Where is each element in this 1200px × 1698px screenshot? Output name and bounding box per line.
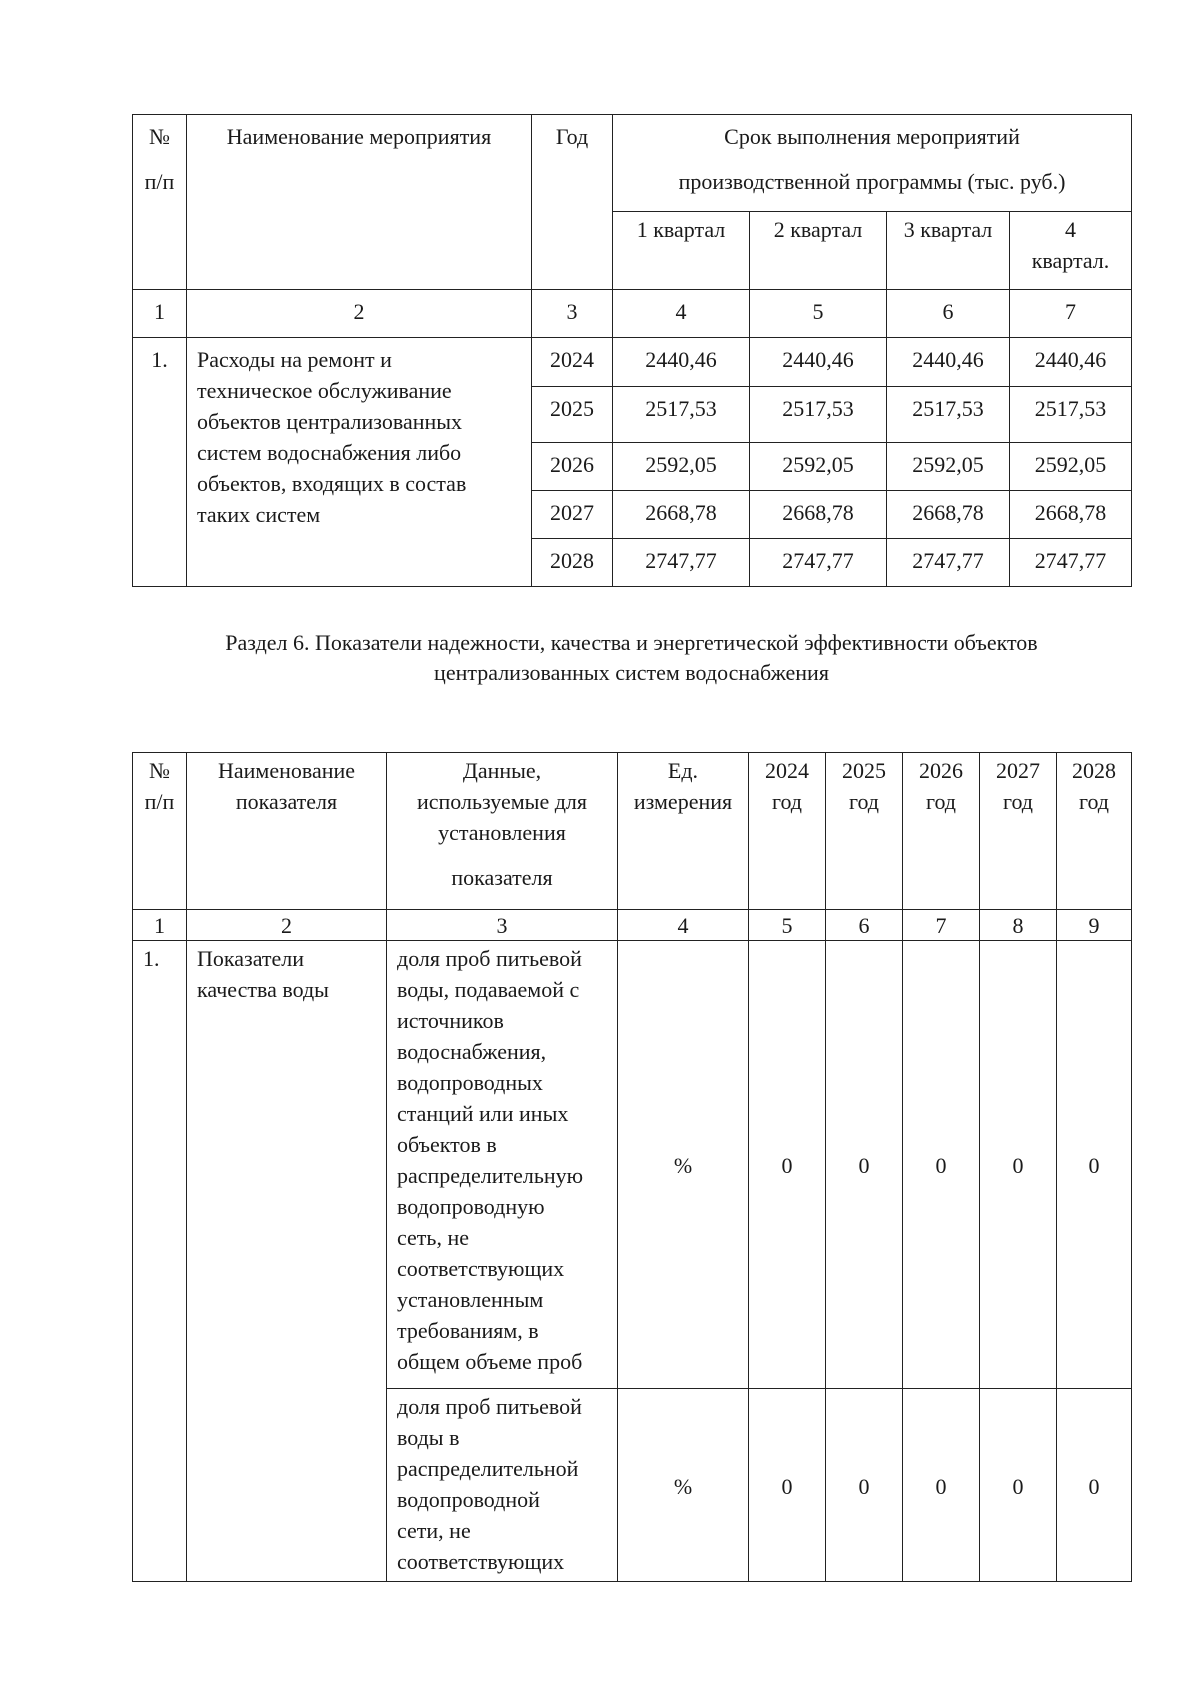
value-cell: 2668,78 (613, 491, 750, 539)
header-indicator-name: Наименование показателя (187, 753, 387, 910)
value-cell: 2592,05 (887, 443, 1010, 491)
col-number: 3 (387, 910, 618, 941)
value-cell: 0 (903, 941, 980, 1389)
row-num: 1. (133, 941, 187, 1582)
header-q1: 1 квартал (613, 212, 750, 290)
header-unit: Ед. измерения (618, 753, 749, 910)
col-number: 2 (187, 910, 387, 941)
year-cell: 2024 (532, 338, 613, 387)
section-title: Раздел 6. Показатели надежности, качества и энергетической эффективности объектов централизованных систем водоснабжения (225, 630, 1038, 685)
value-cell: 2517,53 (613, 387, 750, 443)
value-cell: 2517,53 (1010, 387, 1132, 443)
header-year-2027: 2027 год (980, 753, 1057, 910)
value-cell: 2668,78 (750, 491, 887, 539)
col-number: 5 (749, 910, 826, 941)
value-cell: 2592,05 (1010, 443, 1132, 491)
value-cell: 0 (1057, 1389, 1132, 1582)
value-cell: 2592,05 (750, 443, 887, 491)
value-cell: 0 (980, 941, 1057, 1389)
value-cell: 2747,77 (750, 539, 887, 587)
col-number: 4 (618, 910, 749, 941)
value-cell: 2592,05 (613, 443, 750, 491)
header-q3: 3 квартал (887, 212, 1010, 290)
header-year: Год (532, 115, 613, 290)
column-numbers-row (133, 290, 1132, 338)
value-cell: 2747,77 (1010, 539, 1132, 587)
year-cell: 2027 (532, 491, 613, 539)
col-number: 1 (133, 290, 187, 338)
value-cell: 2440,46 (887, 338, 1010, 387)
header-name: Наименование мероприятия (187, 115, 532, 290)
col-number: 9 (1057, 910, 1132, 941)
value-cell: 2440,46 (750, 338, 887, 387)
value-cell: 2747,77 (613, 539, 750, 587)
column-numbers-row (133, 910, 1132, 941)
indicator-data: доля проб питьевой воды, подаваемой с источников водоснабжения, водопроводных станций или иных объектов в распределительную водопроводную сеть, не соответствующих установленным требованиям, в общем объеме проб (387, 941, 618, 1389)
value-cell: 2517,53 (750, 387, 887, 443)
value-cell: 2517,53 (887, 387, 1010, 443)
table-row (133, 941, 1132, 1389)
col-number: 4 (613, 290, 750, 338)
header-q4: 4 квартал. (1010, 212, 1132, 290)
header-year-2028: 2028 год (1057, 753, 1132, 910)
header-year-2024: 2024 год (749, 753, 826, 910)
col-number: 1 (133, 910, 187, 941)
value-cell: 0 (749, 941, 826, 1389)
indicators-table (132, 752, 1132, 1582)
header-year-2026: 2026 год (903, 753, 980, 910)
col-number: 6 (826, 910, 903, 941)
year-cell: 2026 (532, 443, 613, 491)
header-data: Данные, используемые для установления показателя (387, 753, 618, 910)
value-cell: 0 (826, 941, 903, 1389)
event-name: Расходы на ремонт и техническое обслуживание объектов централизованных систем водоснабжения либо объектов, входящих в состав таких систем (187, 338, 532, 587)
indicator-data: доля проб питьевой воды в распределительной водопроводной сети, не соответствующих (387, 1389, 618, 1582)
header-period: Срок выполнения мероприятий производственной программы (тыс. руб.) (613, 115, 1132, 212)
value-cell: 0 (749, 1389, 826, 1582)
value-cell: 2668,78 (1010, 491, 1132, 539)
value-cell: 0 (980, 1389, 1057, 1582)
value-cell: 2747,77 (887, 539, 1010, 587)
col-number: 7 (903, 910, 980, 941)
value-cell: 0 (1057, 941, 1132, 1389)
unit-cell: % (618, 1389, 749, 1582)
col-number: 5 (750, 290, 887, 338)
value-cell: 2440,46 (613, 338, 750, 387)
value-cell: 2668,78 (887, 491, 1010, 539)
value-cell: 0 (826, 1389, 903, 1582)
header-q2: 2 квартал (750, 212, 887, 290)
unit-cell: % (618, 941, 749, 1389)
header-num: № п/п (133, 115, 187, 290)
value-cell: 2440,46 (1010, 338, 1132, 387)
header-num: № п/п (133, 753, 187, 910)
col-number: 6 (887, 290, 1010, 338)
col-number: 2 (187, 290, 532, 338)
col-number: 3 (532, 290, 613, 338)
col-number: 8 (980, 910, 1057, 941)
year-cell: 2028 (532, 539, 613, 587)
row-num: 1. (133, 338, 187, 587)
col-number: 7 (1010, 290, 1132, 338)
header-year-2025: 2025 год (826, 753, 903, 910)
value-cell: 0 (903, 1389, 980, 1582)
program-schedule-table (132, 114, 1132, 587)
indicator-name: Показатели качества воды (187, 941, 387, 1582)
year-cell: 2025 (532, 387, 613, 443)
table-row (133, 338, 1132, 387)
